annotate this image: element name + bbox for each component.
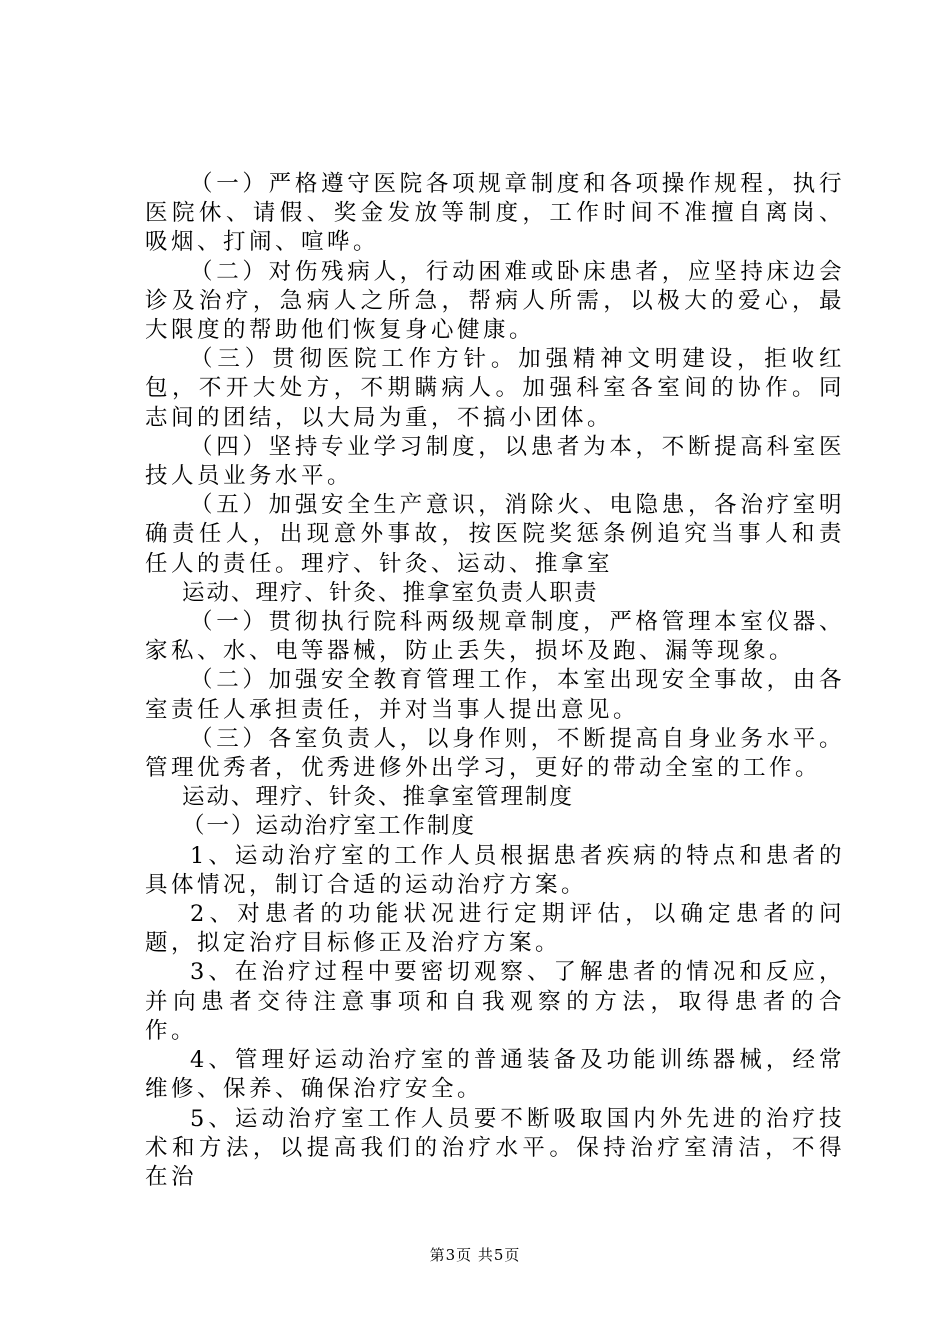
paragraph-3: （三）贯彻医院工作方针。加强精神文明建设，拒收红包，不开大处方，不期瞒病人。加强科室各室间的协作。同志间的团结，以大局为重，不搞小团体。 — [145, 346, 845, 431]
list-item-5: 5、运动治疗室工作人员要不断吸取国内外先进的治疗技术和方法，以提高我们的治疗水平。保持治疗室清洁，不得在治 — [145, 1105, 845, 1190]
paragraph-2: （二）对伤残病人，行动困难或卧床患者，应坚持床边会诊及治疗，急病人之所急，帮病人所需，以极大的爱心，最大限度的帮助他们恢复身心健康。 — [145, 258, 845, 344]
paragraph-4: （四）坚持专业学习制度，以患者为本，不断提高科室医技人员业务水平。 — [145, 433, 845, 490]
paragraph-8: （三）各室负责人，以身作则，不断提高自身业务水平。管理优秀者，优秀进修外出学习，更好的带动全室的工作。 — [145, 725, 845, 782]
list-item-1: 1、运动治疗室的工作人员根据患者疾病的特点和患者的具体情况，制订合适的运动治疗方案。 — [145, 842, 845, 898]
paragraph-6: （一）贯彻执行院科两级规章制度，严格管理本室仪器、家私、水、电等器械，防止丢失，损坏及跑、漏等现象。 — [145, 609, 845, 665]
section-heading-responsibilities: 运动、理疗、针灸、推拿室负责人职责 — [182, 579, 599, 606]
section-heading-management: 运动、理疗、针灸、推拿室管理制度 — [182, 784, 575, 811]
page-footer: 第3页 共5页 — [429, 1246, 521, 1264]
paragraph-1: （一）严格遵守医院各项规章制度和各项操作规程，执行医院休、请假、奖金发放等制度，工作时间不准擅自离岗、吸烟、打闹、喧哗。 — [145, 171, 845, 256]
list-item-4: 4、管理好运动治疗室的普通装备及功能训练器械，经常维修、保养、确保治疗安全。 — [145, 1047, 845, 1103]
list-item-2: 2、对患者的功能状况进行定期评估，以确定患者的问题，拟定治疗目标修正及治疗方案。 — [145, 901, 845, 957]
list-item-3: 3、在治疗过程中要密切观察、了解患者的情况和反应，并向患者交待注意事项和自我观察的方法，取得患者的合作。 — [145, 959, 845, 1044]
paragraph-7: （二）加强安全教育管理工作，本室出现安全事故，由各室责任人承担责任，并对当事人提出意见。 — [145, 667, 845, 723]
subsection-heading: （一）运动治疗室工作制度 — [182, 813, 477, 840]
document-body — [145, 170, 845, 1192]
paragraph-5: （五）加强安全生产意识，消除火、电隐患，各治疗室明确责任人，出现意外事故，按医院奖惩条例追究当事人和责任人的责任。理疗、针灸、运动、推拿室 — [145, 492, 845, 577]
